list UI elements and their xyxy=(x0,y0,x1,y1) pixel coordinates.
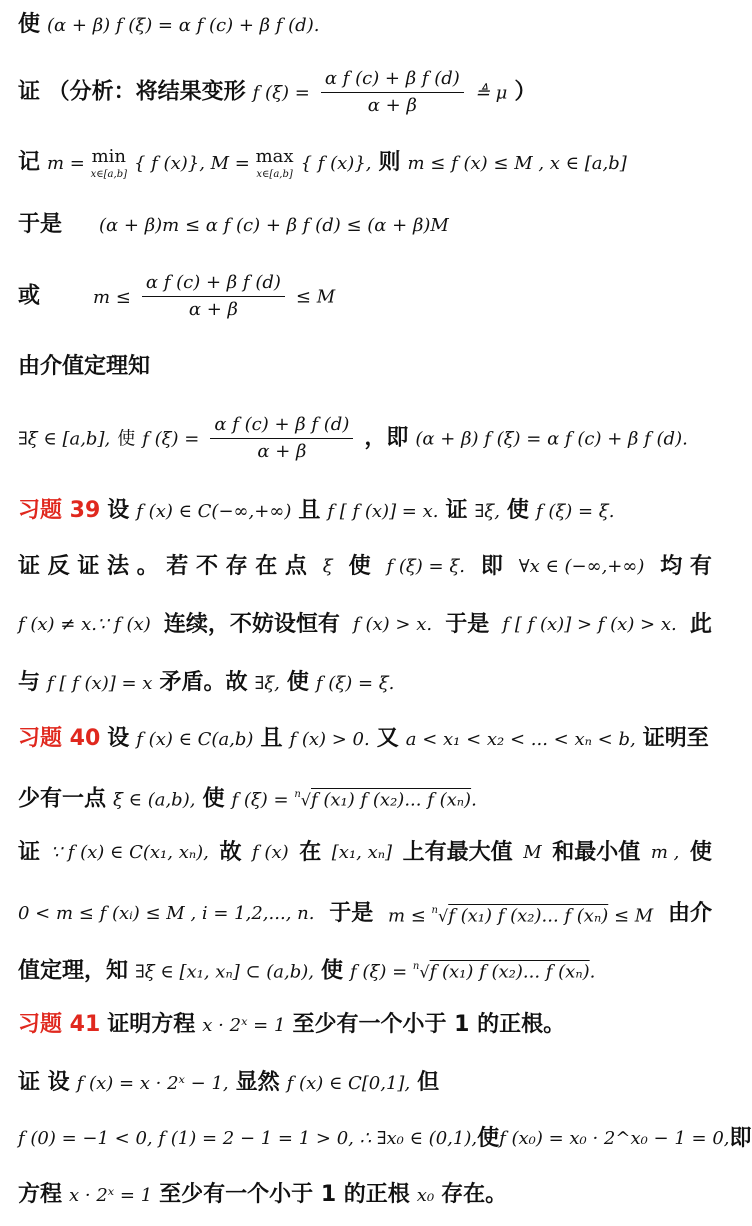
radicand: f (x₁) f (x₂)... f (xₙ) xyxy=(448,905,609,927)
line-1: 使 (α + β) f (ξ) = α f (c) + β f (d). xyxy=(18,12,320,37)
line-20: 方程 x · 2ˣ = 1 至少有一个小于 1 的正根 x₀ 存在。 xyxy=(18,1182,508,1207)
exercise-label: 习题 39 xyxy=(18,498,101,523)
line-17: 习题 41 证明方程 x · 2ˣ = 1 至少有一个小于 1 的正根。 xyxy=(18,1012,566,1037)
line-6: 由介值定理知 xyxy=(18,354,151,379)
line-5: 或 m ≤ $\frac{\text{α f (c) + β f (d)}}{\alpha + \beta}$ ≤ M xyxy=(18,270,712,323)
radicand: f (x₁) f (x₂)... f (xₙ) xyxy=(311,789,472,811)
line-12: 习题 40 设 f (x) ∈ C(a,b) 且 f (x) > 0. 又 a < x₁ < x₂ < ... < xₙ < b, 证明至 xyxy=(18,726,709,751)
line-7: ∃ξ ∈ [a,b], 使 f (ξ) = $\frac{\text{α f (c) + β f (d)}}{\alpha + \beta}$ ，即 (α + β) f (ξ) = α f (c) + β f (d). xyxy=(18,412,712,465)
line-13: 少有一点 ξ ∈ (a,b), 使 f (ξ) = $^n$√f (x₁) f (x₂)... f (xₙ). xyxy=(18,786,477,812)
line-15: 0 < m ≤ f (xᵢ) ≤ M , i = 1,2,..., n. 于是 m ≤ $^n$√f (x₁) f (x₂)... f (xₙ) ≤ M 由介 xyxy=(18,900,712,927)
line-14: 证 ∵ f (x) ∈ C(x₁, xₙ), 故 f (x) 在 [x₁, xₙ] 上有最大值 M 和最小值 m , 使 xyxy=(18,840,712,865)
line-18: 证 设 f (x) = x · 2ˣ − 1, 显然 f (x) ∈ C[0,1], 但 xyxy=(18,1070,440,1095)
line-16: 值定理，知 ∃ξ ∈ [x₁, xₙ] ⊂ (a,b), 使 f (ξ) = $^n$√f (x₁) f (x₂)... f (xₙ). xyxy=(18,958,596,984)
line-2: 证 （分析：将结果变形 f (ξ) = $\frac{\text{α f (c) + β f (d)}}{\alpha + \beta}$ ≜ μ ） xyxy=(18,66,712,119)
line-4: 于是 (α + β)m ≤ α f (c) + β f (d) ≤ (α + β)M xyxy=(18,212,449,237)
fraction: $\frac{\text{α f (c) + β f (d)}}{\alpha + \beta}$ xyxy=(210,412,353,465)
exercise-label: 习题 40 xyxy=(18,726,101,751)
line-19: f (0) = −1 < 0, f (1) = 2 − 1 = 1 > 0, ∴ ∃x₀ ∈ (0,1), 使 f (x₀) = x₀ · 2^x₀ − 1 = 0, 即 xyxy=(18,1126,752,1151)
min-operator: min x∈[a,b] xyxy=(90,146,127,180)
line-9: 证 反 证 法 。 若 不 存 在 点 ξ 使 f (ξ) = ξ. 即 ∀x ∈ (−∞,+∞) 均 有 xyxy=(18,554,712,579)
exercise-label: 习题 41 xyxy=(18,1012,101,1037)
line-3: 记 m = min x∈[a,b] { f (x)}, M = max x∈[a,b] { f (x)}, 则 m ≤ f (x) ≤ M , x ∈ [a,b] xyxy=(18,148,712,184)
line-8: 习题 39 设 f (x) ∈ C(−∞,+∞) 且 f [ f (x)] = x. 证 ∃ξ, 使 f (ξ) = ξ. xyxy=(18,498,615,523)
line-10: f (x) ≠ x.∵ f (x) 连续，不妨设恒有 f (x) > x. 于是 f [ f (x)] > f (x) > x. 此 xyxy=(18,612,712,637)
line-11: 与 f [ f (x)] = x 矛盾。故 ∃ξ, 使 f (ξ) = ξ. xyxy=(18,670,395,695)
fraction: $\frac{\text{α f (c) + β f (d)}}{\alpha + \beta}$ xyxy=(321,66,464,119)
max-operator: max x∈[a,b] xyxy=(255,146,294,180)
fraction: $\frac{\text{α f (c) + β f (d)}}{\alpha + \beta}$ xyxy=(142,270,285,323)
radicand: f (x₁) f (x₂)... f (xₙ) xyxy=(429,961,590,983)
